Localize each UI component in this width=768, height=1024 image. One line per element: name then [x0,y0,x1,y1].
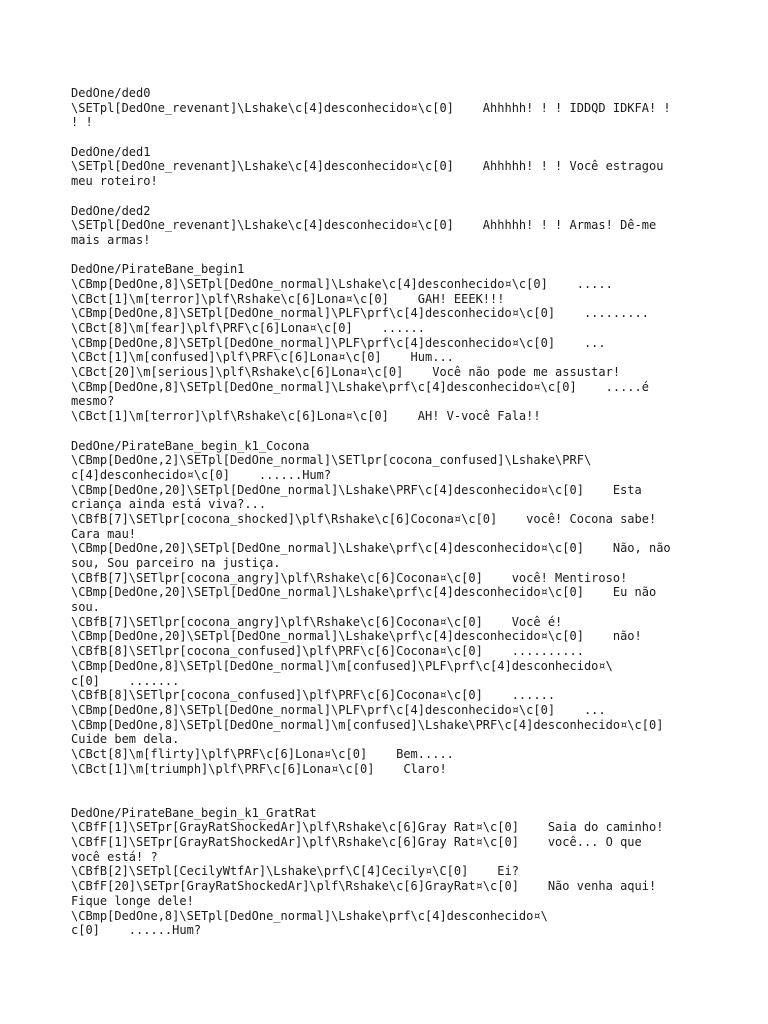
text-line: \CBmp[DedOne,8]\SETpl[DedOne_normal]\Lshake\prf\c[4]desconhecido¤\ [71,908,548,923]
text-line: \CBmp[DedOne,8]\SETpl[DedOne_normal]\Lshake\prf\c[4]desconhecido¤\c[0] .....é [71,379,649,394]
text-line: meu roteiro! [71,174,158,189]
text-line: Fique longe dele! [71,893,194,908]
blank-line [71,189,711,204]
text-line: sou. [71,600,100,615]
blank-line [71,248,711,263]
text-line: \CBfB[8]\SETlpr[cocona_confused]\plf\PRF\c[6]Cocona¤\c[0] ...... [71,688,556,703]
text-line: \CBfB[8]\SETlpr[cocona_confused]\plf\PRF\c[6]Cocona¤\c[0] .......... [71,644,584,659]
text-line: DedOne/ded0 [71,86,151,100]
text-line: \CBct[1]\m[terror]\plf\Rshake\c[6]Lona¤\c[0] GAH! EEEK!!! [71,291,505,306]
text-line: \CBfB[2]\SETpl[CecilyWtfAr]\Lshake\prf\C[4]Cecily¤\C[0] Ei? [71,864,519,879]
text-line: \CBmp[DedOne,8]\SETpl[DedOne_normal]\Lshake\c[4]desconhecido¤\c[0] ..... [71,276,613,291]
document-page [71,86,711,938]
text-line: mesmo? [71,394,115,409]
text-line: \SETpl[DedOne_revenant]\Lshake\c[4]desconhecido¤\c[0] Ahhhhh! ! ! IDDQD IDKFA! ! [71,100,671,115]
text-line: \CBfB[7]\SETlpr[cocona_angry]\plf\Rshake\c[6]Cocona¤\c[0] Você é! [71,614,563,629]
blank-line [71,424,711,439]
text-line: \CBct[1]\m[triumph]\plf\PRF\c[6]Lona¤\c[0] Claro! [71,761,447,776]
text-line: \CBfB[7]\SETlpr[cocona_shocked]\plf\Rshake\c[6]Cocona¤\c[0] você! Cocona sabe! [71,511,657,526]
text-line: c[0] ......Hum? [71,923,202,938]
text-line: criança ainda está viva?... [71,497,267,512]
text-line: \CBct[20]\m[serious]\plf\Rshake\c[6]Lona¤\c[0] Você não pode me assustar! [71,365,621,380]
text-line: \CBct[8]\m[flirty]\plf\PRF\c[6]Lona¤\c[0] Bem..... [71,746,454,761]
text-line: \CBfF[1]\SETpr[GrayRatShockedAr]\plf\Rshake\c[6]Gray Rat¤\c[0] você... O que [71,835,642,850]
blank-line [71,130,711,145]
text-line: \CBfF[20]\SETpr[GrayRatShockedAr]\plf\Rshake\c[6]GrayRat¤\c[0] Não venha aqui! [71,879,657,894]
text-line: Cara mau! [71,526,137,541]
text-line: você está! ? [71,849,158,864]
text-line: \CBmp[DedOne,20]\SETpl[DedOne_normal]\Lshake\prf\c[4]desconhecido¤\c[0] Não, não [71,541,671,556]
text-line: mais armas! [71,232,151,247]
text-line: \SETpl[DedOne_revenant]\Lshake\c[4]desconhecido¤\c[0] Ahhhhh! ! ! Armas! Dê-me [71,218,657,233]
text-line: c[0] ....... [71,673,180,688]
text-line: \CBmp[DedOne,20]\SETpl[DedOne_normal]\Lshake\prf\c[4]desconhecido¤\c[0] não! [71,629,642,644]
text-line: DedOne/PirateBane_begin_k1_GratRat [71,805,317,820]
text-line: \CBmp[DedOne,20]\SETpl[DedOne_normal]\Lshake\prf\c[4]desconhecido¤\c[0] Eu não [71,585,657,600]
text-line: \CBfB[7]\SETlpr[cocona_angry]\plf\Rshake\c[6]Cocona¤\c[0] você! Mentiroso! [71,570,628,585]
text-line: sou, Sou parceiro na justiça. [71,556,281,570]
text-line: \CBmp[DedOne,8]\SETpl[DedOne_normal]\PLF\prf\c[4]desconhecido¤\c[0] ... [71,335,606,350]
text-line: \CBmp[DedOne,20]\SETpl[DedOne_normal]\Lshake\PRF\c[4]desconhecido¤\c[0] Esta [71,482,642,497]
text-line: \SETpl[DedOne_revenant]\Lshake\c[4]desconhecido¤\c[0] Ahhhhh! ! ! Você estragou [71,159,664,174]
text-line: \CBct[1]\m[terror]\plf\Rshake\c[6]Lona¤\c[0] AH! V-você Fala!! [71,409,541,424]
text-line: \CBmp[DedOne,2]\SETpl[DedOne_normal]\SETlpr[cocona_confused]\Lshake\PRF\ [71,453,592,468]
blank-line [71,776,711,791]
text-line: \CBmp[DedOne,8]\SETpl[DedOne_normal]\PLF\prf\c[4]desconhecido¤\c[0] ......... [71,306,649,321]
text-line: DedOne/PirateBane_begin_k1_Cocona [71,438,310,453]
blank-line [71,791,711,806]
text-line: DedOne/ded2 [71,203,151,218]
text-line: Cuide bem dela. [71,732,180,747]
text-line: c[4]desconhecido¤\c[0] ......Hum? [71,467,332,482]
text-line: \CBfF[1]\SETpr[GrayRatShockedAr]\plf\Rshake\c[6]Gray Rat¤\c[0] Saia do caminho! [71,820,664,835]
text-line: \CBct[8]\m[fear]\plf\PRF\c[6]Lona¤\c[0] ...... [71,321,426,335]
text-line: DedOne/PirateBane_begin1 [71,262,245,277]
text-line: \CBmp[DedOne,8]\SETpl[DedOne_normal]\m[confused]\PLF\prf\c[4]desconhecido¤\ [71,658,613,673]
text-line: ! ! [71,115,93,130]
text-line: DedOne/ded1 [71,144,151,159]
text-line: \CBct[1]\m[confused]\plf\PRF\c[6]Lona¤\c[0] Hum... [71,350,454,365]
text-line: \CBmp[DedOne,8]\SETpl[DedOne_normal]\m[confused]\Lshake\PRF\c[4]desconhecido¤\c[0] [71,717,664,732]
text-line: \CBmp[DedOne,8]\SETpl[DedOne_normal]\PLF\prf\c[4]desconhecido¤\c[0] ... [71,702,606,717]
